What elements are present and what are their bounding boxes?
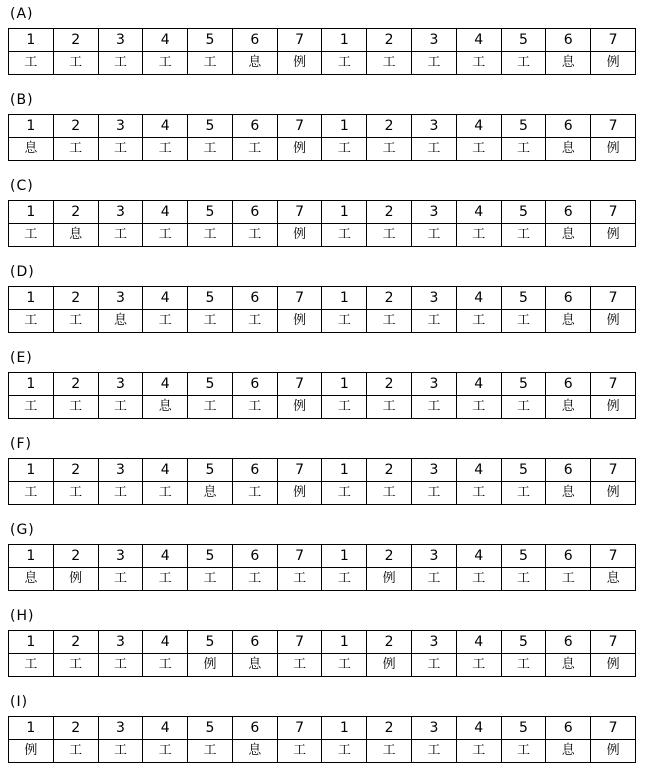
shift-code-cell: 工	[232, 568, 277, 591]
day-number-cell: 5	[501, 373, 546, 396]
shift-code-cell: 息	[546, 52, 591, 75]
shift-code-cell: 工	[53, 138, 98, 161]
day-number-cell: 2	[367, 459, 412, 482]
day-number-cell: 3	[98, 545, 143, 568]
day-number-cell: 1	[322, 545, 367, 568]
day-number-cell: 6	[546, 373, 591, 396]
day-number-cell: 2	[367, 115, 412, 138]
day-number-cell: 1	[9, 29, 54, 52]
shift-code-cell: 工	[367, 310, 412, 333]
shift-code-row	[9, 568, 636, 591]
shift-code-cell: 息	[9, 138, 54, 161]
shift-code-cell: 工	[412, 52, 457, 75]
day-number-cell: 6	[232, 115, 277, 138]
day-number-cell: 3	[412, 287, 457, 310]
shift-code-cell: 工	[98, 654, 143, 677]
shift-code-cell: 息	[546, 224, 591, 247]
day-number-cell: 7	[591, 545, 636, 568]
day-number-cell: 1	[9, 545, 54, 568]
shift-code-cell: 工	[412, 396, 457, 419]
day-number-cell: 7	[591, 631, 636, 654]
option-label: (F)	[10, 436, 32, 452]
shift-code-cell: 工	[98, 568, 143, 591]
shift-code-cell: 工	[143, 740, 188, 763]
day-number-cell: 3	[412, 29, 457, 52]
shift-code-cell: 息	[232, 654, 277, 677]
shift-code-cell: 工	[98, 224, 143, 247]
shift-code-cell: 工	[98, 138, 143, 161]
shift-code-cell: 息	[143, 396, 188, 419]
shift-code-row	[9, 52, 636, 75]
shift-code-cell: 工	[143, 310, 188, 333]
day-number-cell: 4	[143, 201, 188, 224]
day-number-cell: 7	[277, 115, 322, 138]
day-number-cell: 5	[501, 631, 546, 654]
shift-code-cell: 工	[322, 138, 367, 161]
schedule-table	[8, 200, 636, 247]
day-number-cell: 2	[53, 545, 98, 568]
shift-code-cell: 工	[232, 310, 277, 333]
shift-code-cell: 例	[188, 654, 233, 677]
day-number-cell: 2	[53, 717, 98, 740]
shift-code-cell: 工	[9, 654, 54, 677]
shift-code-cell: 工	[9, 52, 54, 75]
shift-code-cell: 工	[143, 224, 188, 247]
day-number-cell: 6	[546, 717, 591, 740]
shift-code-cell: 工	[412, 310, 457, 333]
day-number-cell: 6	[232, 287, 277, 310]
day-number-cell: 2	[367, 717, 412, 740]
shift-code-cell: 工	[98, 482, 143, 505]
option-label: (A)	[10, 6, 34, 22]
day-number-cell: 3	[412, 373, 457, 396]
shift-code-cell: 工	[322, 654, 367, 677]
shift-code-cell: 工	[456, 396, 501, 419]
shift-code-cell: 工	[232, 224, 277, 247]
day-number-cell: 2	[367, 373, 412, 396]
day-number-cell: 7	[591, 287, 636, 310]
shift-code-cell: 例	[277, 224, 322, 247]
day-number-cell: 7	[277, 201, 322, 224]
day-number-row	[9, 373, 636, 396]
shift-code-row	[9, 310, 636, 333]
shift-code-cell: 工	[188, 224, 233, 247]
shift-code-cell: 例	[277, 310, 322, 333]
day-number-cell: 1	[322, 115, 367, 138]
shift-code-row	[9, 138, 636, 161]
shift-code-cell: 工	[322, 396, 367, 419]
shift-code-cell: 工	[412, 740, 457, 763]
shift-code-cell: 工	[277, 568, 322, 591]
day-number-cell: 1	[322, 29, 367, 52]
day-number-cell: 7	[277, 631, 322, 654]
option-label: (B)	[10, 92, 34, 108]
shift-code-cell: 例	[591, 138, 636, 161]
day-number-cell: 3	[412, 459, 457, 482]
shift-code-cell: 工	[9, 396, 54, 419]
shift-code-cell: 工	[456, 654, 501, 677]
day-number-row	[9, 287, 636, 310]
shift-code-cell: 例	[591, 396, 636, 419]
schedule-table	[8, 716, 636, 763]
schedule-table	[8, 458, 636, 505]
day-number-row	[9, 631, 636, 654]
shift-code-cell: 工	[322, 740, 367, 763]
shift-code-cell: 工	[456, 224, 501, 247]
shift-code-cell: 工	[232, 396, 277, 419]
shift-code-cell: 例	[591, 482, 636, 505]
shift-code-cell: 工	[188, 396, 233, 419]
day-number-cell: 6	[232, 717, 277, 740]
day-number-cell: 4	[143, 545, 188, 568]
day-number-cell: 4	[456, 373, 501, 396]
shift-code-cell: 工	[501, 52, 546, 75]
shift-code-cell: 息	[546, 654, 591, 677]
shift-code-cell: 例	[9, 740, 54, 763]
day-number-cell: 3	[412, 201, 457, 224]
day-number-cell: 3	[412, 115, 457, 138]
shift-code-cell: 息	[591, 568, 636, 591]
shift-code-cell: 工	[53, 396, 98, 419]
day-number-cell: 4	[143, 115, 188, 138]
shift-code-cell: 工	[322, 224, 367, 247]
day-number-cell: 2	[53, 287, 98, 310]
shift-code-cell: 工	[143, 482, 188, 505]
day-number-cell: 4	[456, 631, 501, 654]
shift-code-cell: 工	[53, 482, 98, 505]
day-number-cell: 5	[501, 717, 546, 740]
shift-code-cell: 工	[501, 568, 546, 591]
day-number-cell: 7	[591, 115, 636, 138]
shift-code-cell: 息	[546, 138, 591, 161]
day-number-cell: 5	[501, 115, 546, 138]
day-number-cell: 6	[546, 545, 591, 568]
day-number-cell: 6	[546, 115, 591, 138]
shift-code-cell: 息	[546, 396, 591, 419]
shift-code-cell: 工	[143, 568, 188, 591]
day-number-cell: 6	[546, 459, 591, 482]
shift-code-cell: 例	[367, 654, 412, 677]
day-number-cell: 4	[456, 459, 501, 482]
day-number-cell: 6	[232, 201, 277, 224]
shift-code-cell: 工	[456, 138, 501, 161]
day-number-cell: 7	[591, 29, 636, 52]
shift-code-row	[9, 740, 636, 763]
day-number-cell: 6	[232, 459, 277, 482]
shift-code-cell: 例	[277, 52, 322, 75]
day-number-cell: 1	[9, 631, 54, 654]
shift-code-cell: 例	[277, 396, 322, 419]
schedule-table	[8, 114, 636, 161]
shift-code-cell: 工	[98, 52, 143, 75]
shift-code-cell: 息	[232, 52, 277, 75]
day-number-cell: 1	[322, 459, 367, 482]
shift-code-cell: 工	[322, 482, 367, 505]
shift-code-cell: 息	[98, 310, 143, 333]
shift-code-cell: 工	[143, 138, 188, 161]
shift-code-cell: 工	[322, 310, 367, 333]
shift-code-cell: 工	[367, 224, 412, 247]
option-label: (H)	[10, 608, 35, 624]
day-number-cell: 2	[53, 115, 98, 138]
day-number-cell: 3	[98, 459, 143, 482]
shift-code-cell: 工	[412, 654, 457, 677]
day-number-cell: 5	[188, 631, 233, 654]
day-number-cell: 1	[322, 631, 367, 654]
day-number-cell: 3	[98, 373, 143, 396]
day-number-row	[9, 545, 636, 568]
shift-code-cell: 工	[367, 396, 412, 419]
day-number-row	[9, 717, 636, 740]
day-number-cell: 4	[143, 29, 188, 52]
shift-code-cell: 工	[501, 396, 546, 419]
shift-code-cell: 工	[501, 654, 546, 677]
day-number-cell: 5	[188, 373, 233, 396]
schedule-table	[8, 372, 636, 419]
shift-code-row	[9, 396, 636, 419]
shift-code-row	[9, 654, 636, 677]
day-number-cell: 1	[322, 717, 367, 740]
shift-code-cell: 工	[9, 310, 54, 333]
shift-code-cell: 工	[188, 568, 233, 591]
day-number-cell: 7	[277, 29, 322, 52]
shift-code-cell: 例	[367, 568, 412, 591]
schedule-table	[8, 286, 636, 333]
day-number-cell: 5	[188, 459, 233, 482]
shift-code-cell: 工	[232, 138, 277, 161]
shift-code-cell: 工	[546, 568, 591, 591]
day-number-cell: 2	[367, 545, 412, 568]
shift-code-cell: 工	[322, 568, 367, 591]
day-number-cell: 6	[232, 545, 277, 568]
day-number-row	[9, 115, 636, 138]
day-number-cell: 5	[188, 545, 233, 568]
shift-code-cell: 工	[9, 482, 54, 505]
day-number-cell: 1	[9, 373, 54, 396]
shift-code-cell: 工	[143, 654, 188, 677]
day-number-cell: 2	[53, 459, 98, 482]
day-number-cell: 7	[277, 459, 322, 482]
day-number-cell: 5	[501, 201, 546, 224]
shift-code-cell: 工	[412, 482, 457, 505]
day-number-cell: 7	[277, 717, 322, 740]
shift-code-cell: 息	[546, 740, 591, 763]
day-number-cell: 4	[456, 115, 501, 138]
schedule-table	[8, 544, 636, 591]
option-label: (I)	[10, 694, 29, 710]
day-number-cell: 3	[412, 717, 457, 740]
day-number-cell: 6	[546, 287, 591, 310]
day-number-cell: 7	[277, 287, 322, 310]
day-number-cell: 5	[188, 29, 233, 52]
day-number-cell: 1	[322, 201, 367, 224]
day-number-cell: 7	[591, 717, 636, 740]
shift-code-cell: 工	[501, 224, 546, 247]
shift-code-cell: 工	[501, 740, 546, 763]
day-number-cell: 2	[53, 29, 98, 52]
shift-code-cell: 工	[53, 740, 98, 763]
day-number-row	[9, 459, 636, 482]
shift-code-cell: 工	[277, 740, 322, 763]
day-number-cell: 7	[277, 373, 322, 396]
day-number-cell: 4	[456, 287, 501, 310]
shift-code-cell: 工	[367, 52, 412, 75]
day-number-cell: 2	[367, 631, 412, 654]
day-number-cell: 2	[53, 631, 98, 654]
day-number-cell: 4	[456, 201, 501, 224]
shift-code-cell: 工	[188, 138, 233, 161]
shift-code-cell: 工	[412, 568, 457, 591]
day-number-cell: 2	[367, 29, 412, 52]
day-number-cell: 1	[9, 717, 54, 740]
day-number-cell: 6	[546, 201, 591, 224]
day-number-cell: 5	[501, 459, 546, 482]
shift-code-cell: 工	[188, 310, 233, 333]
shift-code-cell: 工	[501, 138, 546, 161]
day-number-cell: 5	[188, 717, 233, 740]
option-label: (C)	[10, 178, 34, 194]
day-number-cell: 4	[143, 717, 188, 740]
shift-code-cell: 息	[188, 482, 233, 505]
shift-code-cell: 工	[9, 224, 54, 247]
shift-code-row	[9, 224, 636, 247]
day-number-cell: 2	[367, 201, 412, 224]
shift-code-cell: 工	[456, 52, 501, 75]
day-number-cell: 5	[501, 29, 546, 52]
day-number-cell: 3	[98, 717, 143, 740]
shift-code-cell: 工	[53, 654, 98, 677]
shift-code-cell: 工	[501, 310, 546, 333]
day-number-cell: 7	[591, 201, 636, 224]
shift-code-cell: 工	[456, 740, 501, 763]
option-label: (E)	[10, 350, 33, 366]
day-number-cell: 6	[546, 631, 591, 654]
day-number-cell: 3	[412, 545, 457, 568]
day-number-cell: 2	[53, 373, 98, 396]
shift-code-cell: 例	[591, 740, 636, 763]
day-number-cell: 1	[9, 115, 54, 138]
shift-code-cell: 工	[367, 740, 412, 763]
day-number-cell: 3	[98, 29, 143, 52]
shift-code-cell: 例	[591, 654, 636, 677]
day-number-cell: 7	[277, 545, 322, 568]
day-number-cell: 2	[367, 287, 412, 310]
shift-code-cell: 例	[53, 568, 98, 591]
day-number-cell: 7	[591, 373, 636, 396]
shift-code-cell: 息	[53, 224, 98, 247]
shift-code-cell: 工	[188, 52, 233, 75]
day-number-cell: 1	[322, 287, 367, 310]
day-number-cell: 4	[143, 459, 188, 482]
day-number-cell: 1	[9, 459, 54, 482]
shift-code-cell: 工	[98, 740, 143, 763]
shift-code-cell: 工	[322, 52, 367, 75]
shift-code-cell: 工	[188, 740, 233, 763]
shift-code-cell: 息	[9, 568, 54, 591]
shift-code-cell: 息	[546, 310, 591, 333]
day-number-cell: 7	[591, 459, 636, 482]
day-number-cell: 6	[546, 29, 591, 52]
shift-code-cell: 工	[143, 52, 188, 75]
day-number-row	[9, 201, 636, 224]
shift-code-cell: 例	[277, 482, 322, 505]
shift-code-cell: 工	[412, 138, 457, 161]
shift-code-cell: 工	[232, 482, 277, 505]
day-number-cell: 4	[143, 287, 188, 310]
day-number-cell: 3	[98, 115, 143, 138]
day-number-cell: 6	[232, 373, 277, 396]
shift-code-cell: 例	[591, 224, 636, 247]
shift-code-cell: 工	[456, 482, 501, 505]
day-number-cell: 3	[412, 631, 457, 654]
day-number-cell: 4	[143, 373, 188, 396]
shift-code-cell: 工	[367, 482, 412, 505]
day-number-cell: 2	[53, 201, 98, 224]
shift-code-cell: 工	[98, 396, 143, 419]
schedule-table	[8, 28, 636, 75]
day-number-cell: 3	[98, 287, 143, 310]
day-number-cell: 4	[456, 717, 501, 740]
shift-code-cell: 工	[456, 310, 501, 333]
day-number-cell: 6	[232, 631, 277, 654]
day-number-cell: 5	[188, 115, 233, 138]
day-number-row	[9, 29, 636, 52]
option-label: (G)	[10, 522, 35, 538]
day-number-cell: 3	[98, 201, 143, 224]
day-number-cell: 5	[188, 201, 233, 224]
shift-code-cell: 例	[591, 52, 636, 75]
shift-code-cell: 工	[501, 482, 546, 505]
shift-code-cell: 工	[412, 224, 457, 247]
day-number-cell: 5	[188, 287, 233, 310]
day-number-cell: 6	[232, 29, 277, 52]
shift-code-cell: 工	[456, 568, 501, 591]
day-number-cell: 1	[9, 287, 54, 310]
shift-code-row	[9, 482, 636, 505]
schedule-table	[8, 630, 636, 677]
shift-code-cell: 工	[53, 52, 98, 75]
shift-code-cell: 例	[591, 310, 636, 333]
shift-code-cell: 息	[232, 740, 277, 763]
option-label: (D)	[10, 264, 35, 280]
day-number-cell: 5	[501, 545, 546, 568]
day-number-cell: 5	[501, 287, 546, 310]
day-number-cell: 4	[456, 545, 501, 568]
shift-code-cell: 例	[277, 138, 322, 161]
day-number-cell: 3	[98, 631, 143, 654]
shift-code-cell: 工	[277, 654, 322, 677]
day-number-cell: 1	[322, 373, 367, 396]
shift-code-cell: 工	[53, 310, 98, 333]
shift-code-cell: 息	[546, 482, 591, 505]
shift-code-cell: 工	[367, 138, 412, 161]
day-number-cell: 4	[143, 631, 188, 654]
day-number-cell: 4	[456, 29, 501, 52]
day-number-cell: 1	[9, 201, 54, 224]
